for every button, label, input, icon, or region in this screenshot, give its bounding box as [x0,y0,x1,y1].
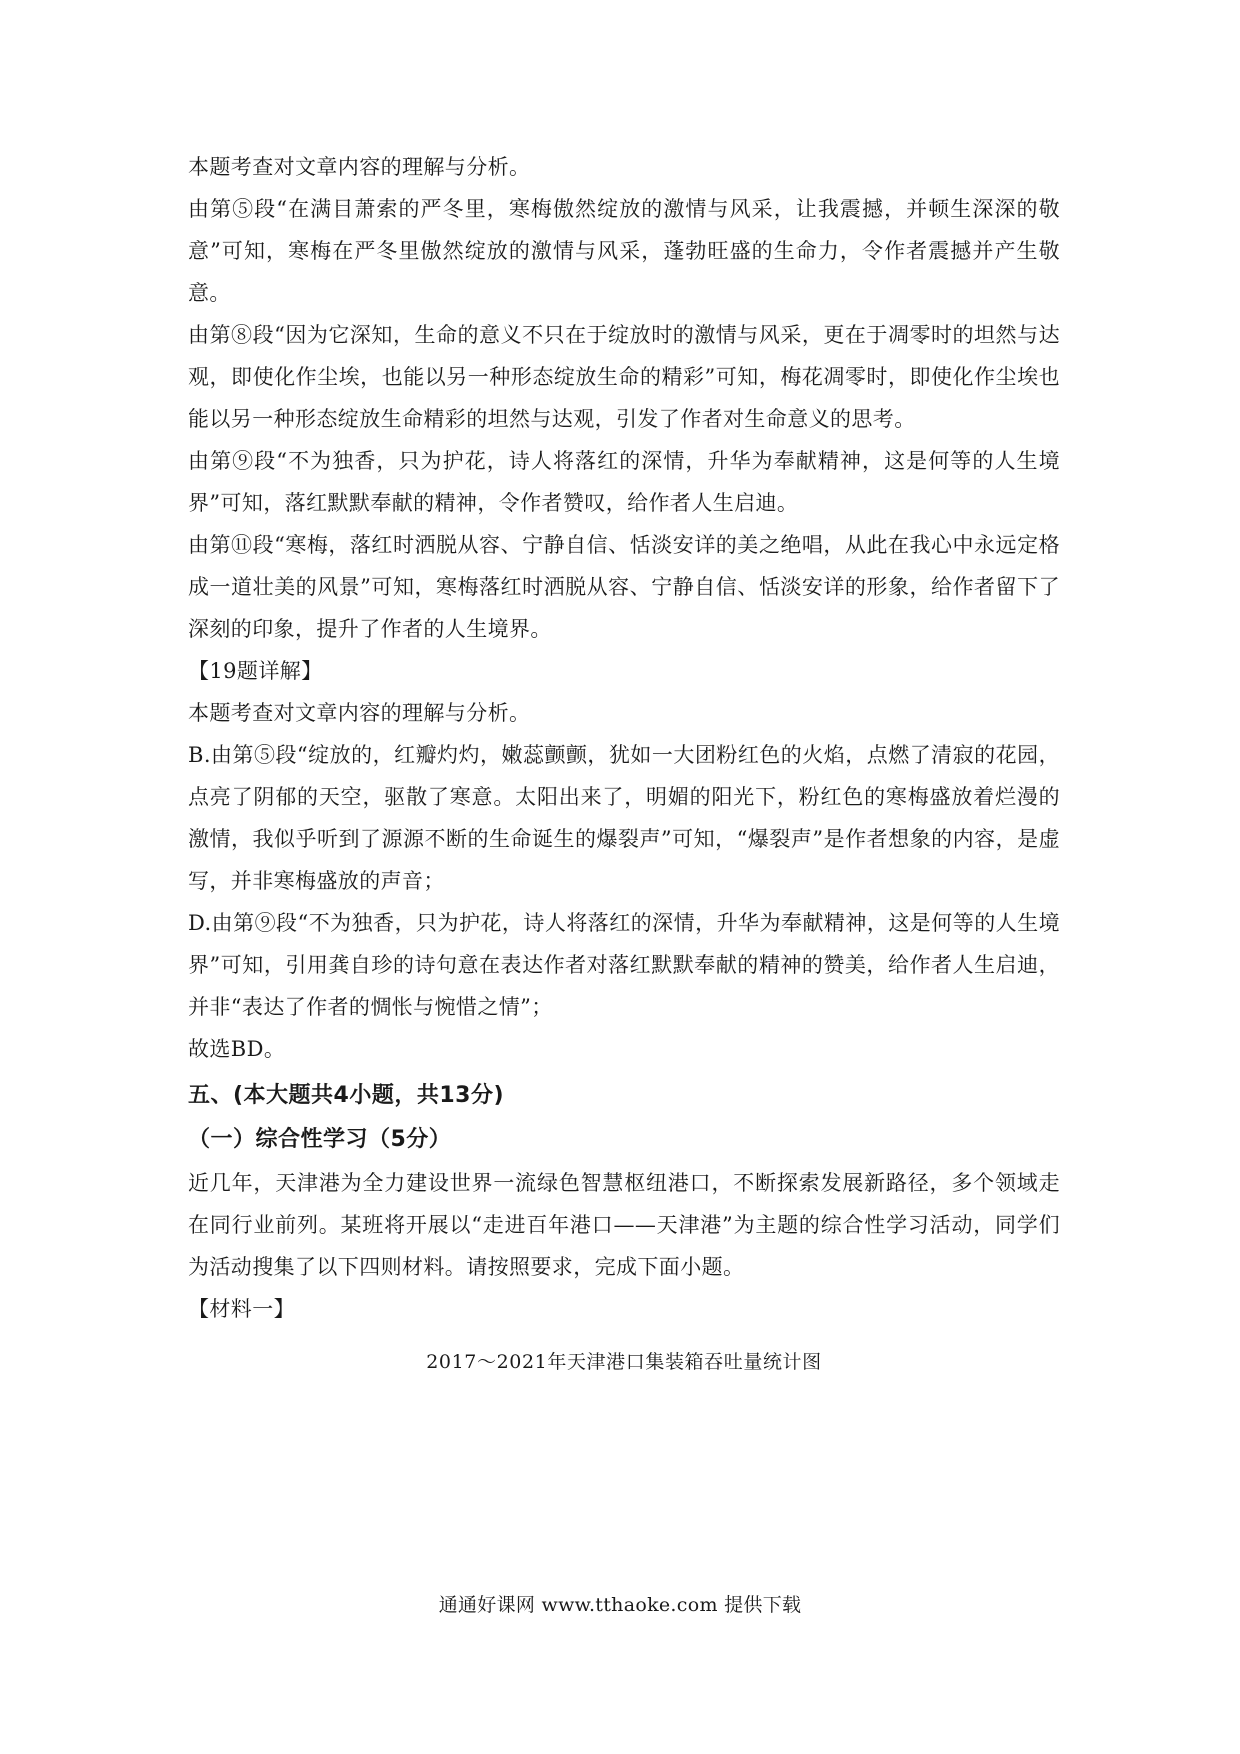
paragraph-section-9: 由第⑨段“不为独香，只为护花，诗人将落红的深情，升华为奉献精神，这是何等的人生境界”可知，落红默默奉献的精神，令作者赞叹，给作者人生启迪。 [188,449,1060,515]
paragraph-q19-option-d: D.由第⑨段“不为独香，只为护花，诗人将落红的深情，升华为奉献精神，这是何等的人生境界”可知，引用龚自珍的诗句意在表达作者对落红默默奉献的精神的赞美，给作者人生启迪，并非“表达了作者的惆怅与惋惜之情”； [188,911,1060,1019]
section-five-heading: 五、(本大题共4小题，共13分) [188,1083,505,1108]
question-19-label: 【19题详解】 [188,659,323,683]
paragraph-q19-answer: 故选BD。 [188,1037,286,1061]
document-body [188,146,1060,1382]
paragraph-section-11: 由第⑪段“寒梅，落红时洒脱从容、宁静自信、恬淡安详的美之绝唱，从此在我心中永远定格成一道壮美的风景”可知，寒梅落红时洒脱从容、宁静自信、恬淡安详的形象，给作者留下了深刻的印象，提升了作者的人生境界。 [188,533,1060,641]
paragraph-intro-tianjin-port: 近几年，天津港为全力建设世界一流绿色智慧枢纽港口，不断探索发展新路径，多个领域走在同行业前列。某班将开展以“走进百年港口——天津港”为主题的综合性学习活动，同学们为活动搜集了以下四则材料。请按照要求，完成下面小题。 [188,1171,1060,1279]
paragraph-section-8: 由第⑧段“因为它深知，生命的意义不只在于绽放时的激情与风采，更在于凋零时的坦然与达观，即使化作尘埃，也能以另一种形态绽放生命的精彩”可知，梅花凋零时，即使化作尘埃也能以另一种形态绽放生命精彩的坦然与达观，引发了作者对生命意义的思考。 [188,323,1060,431]
paragraph-q19-intro: 本题考查对文章内容的理解与分析。 [188,701,531,725]
subsection-one-heading: （一）综合性学习（5分） [188,1127,452,1152]
paragraph-section-5: 由第⑤段“在满目萧索的严冬里，寒梅傲然绽放的激情与风采，让我震撼，并顿生深深的敬意”可知，寒梅在严冬里傲然绽放的激情与风采，蓬勃旺盛的生命力，令作者震撼并产生敬意。 [188,197,1060,305]
page-footer: 通通好课网 www.tthaoke.com 提供下载 [438,1594,802,1616]
paragraph-q19-option-b: B.由第⑤段“绽放的，红瓣灼灼，嫩蕊颤颤，犹如一大团粉红色的火焰，点燃了清寂的花园，点亮了阴郁的天空，驱散了寒意。太阳出来了，明媚的阳光下，粉红色的寒梅盛放着烂漫的激情，我似乎听到了源源不断的生命诞生的爆裂声”可知，“爆裂声”是作者想象的内容，是虚写，并非寒梅盛放的声音； [188,743,1060,893]
chart-caption: 2017～2021年天津港口集装箱吞吐量统计图 [426,1351,822,1373]
paragraph-analysis-intro: 本题考查对文章内容的理解与分析。 [188,155,531,179]
material-one-label: 【材料一】 [188,1297,295,1321]
